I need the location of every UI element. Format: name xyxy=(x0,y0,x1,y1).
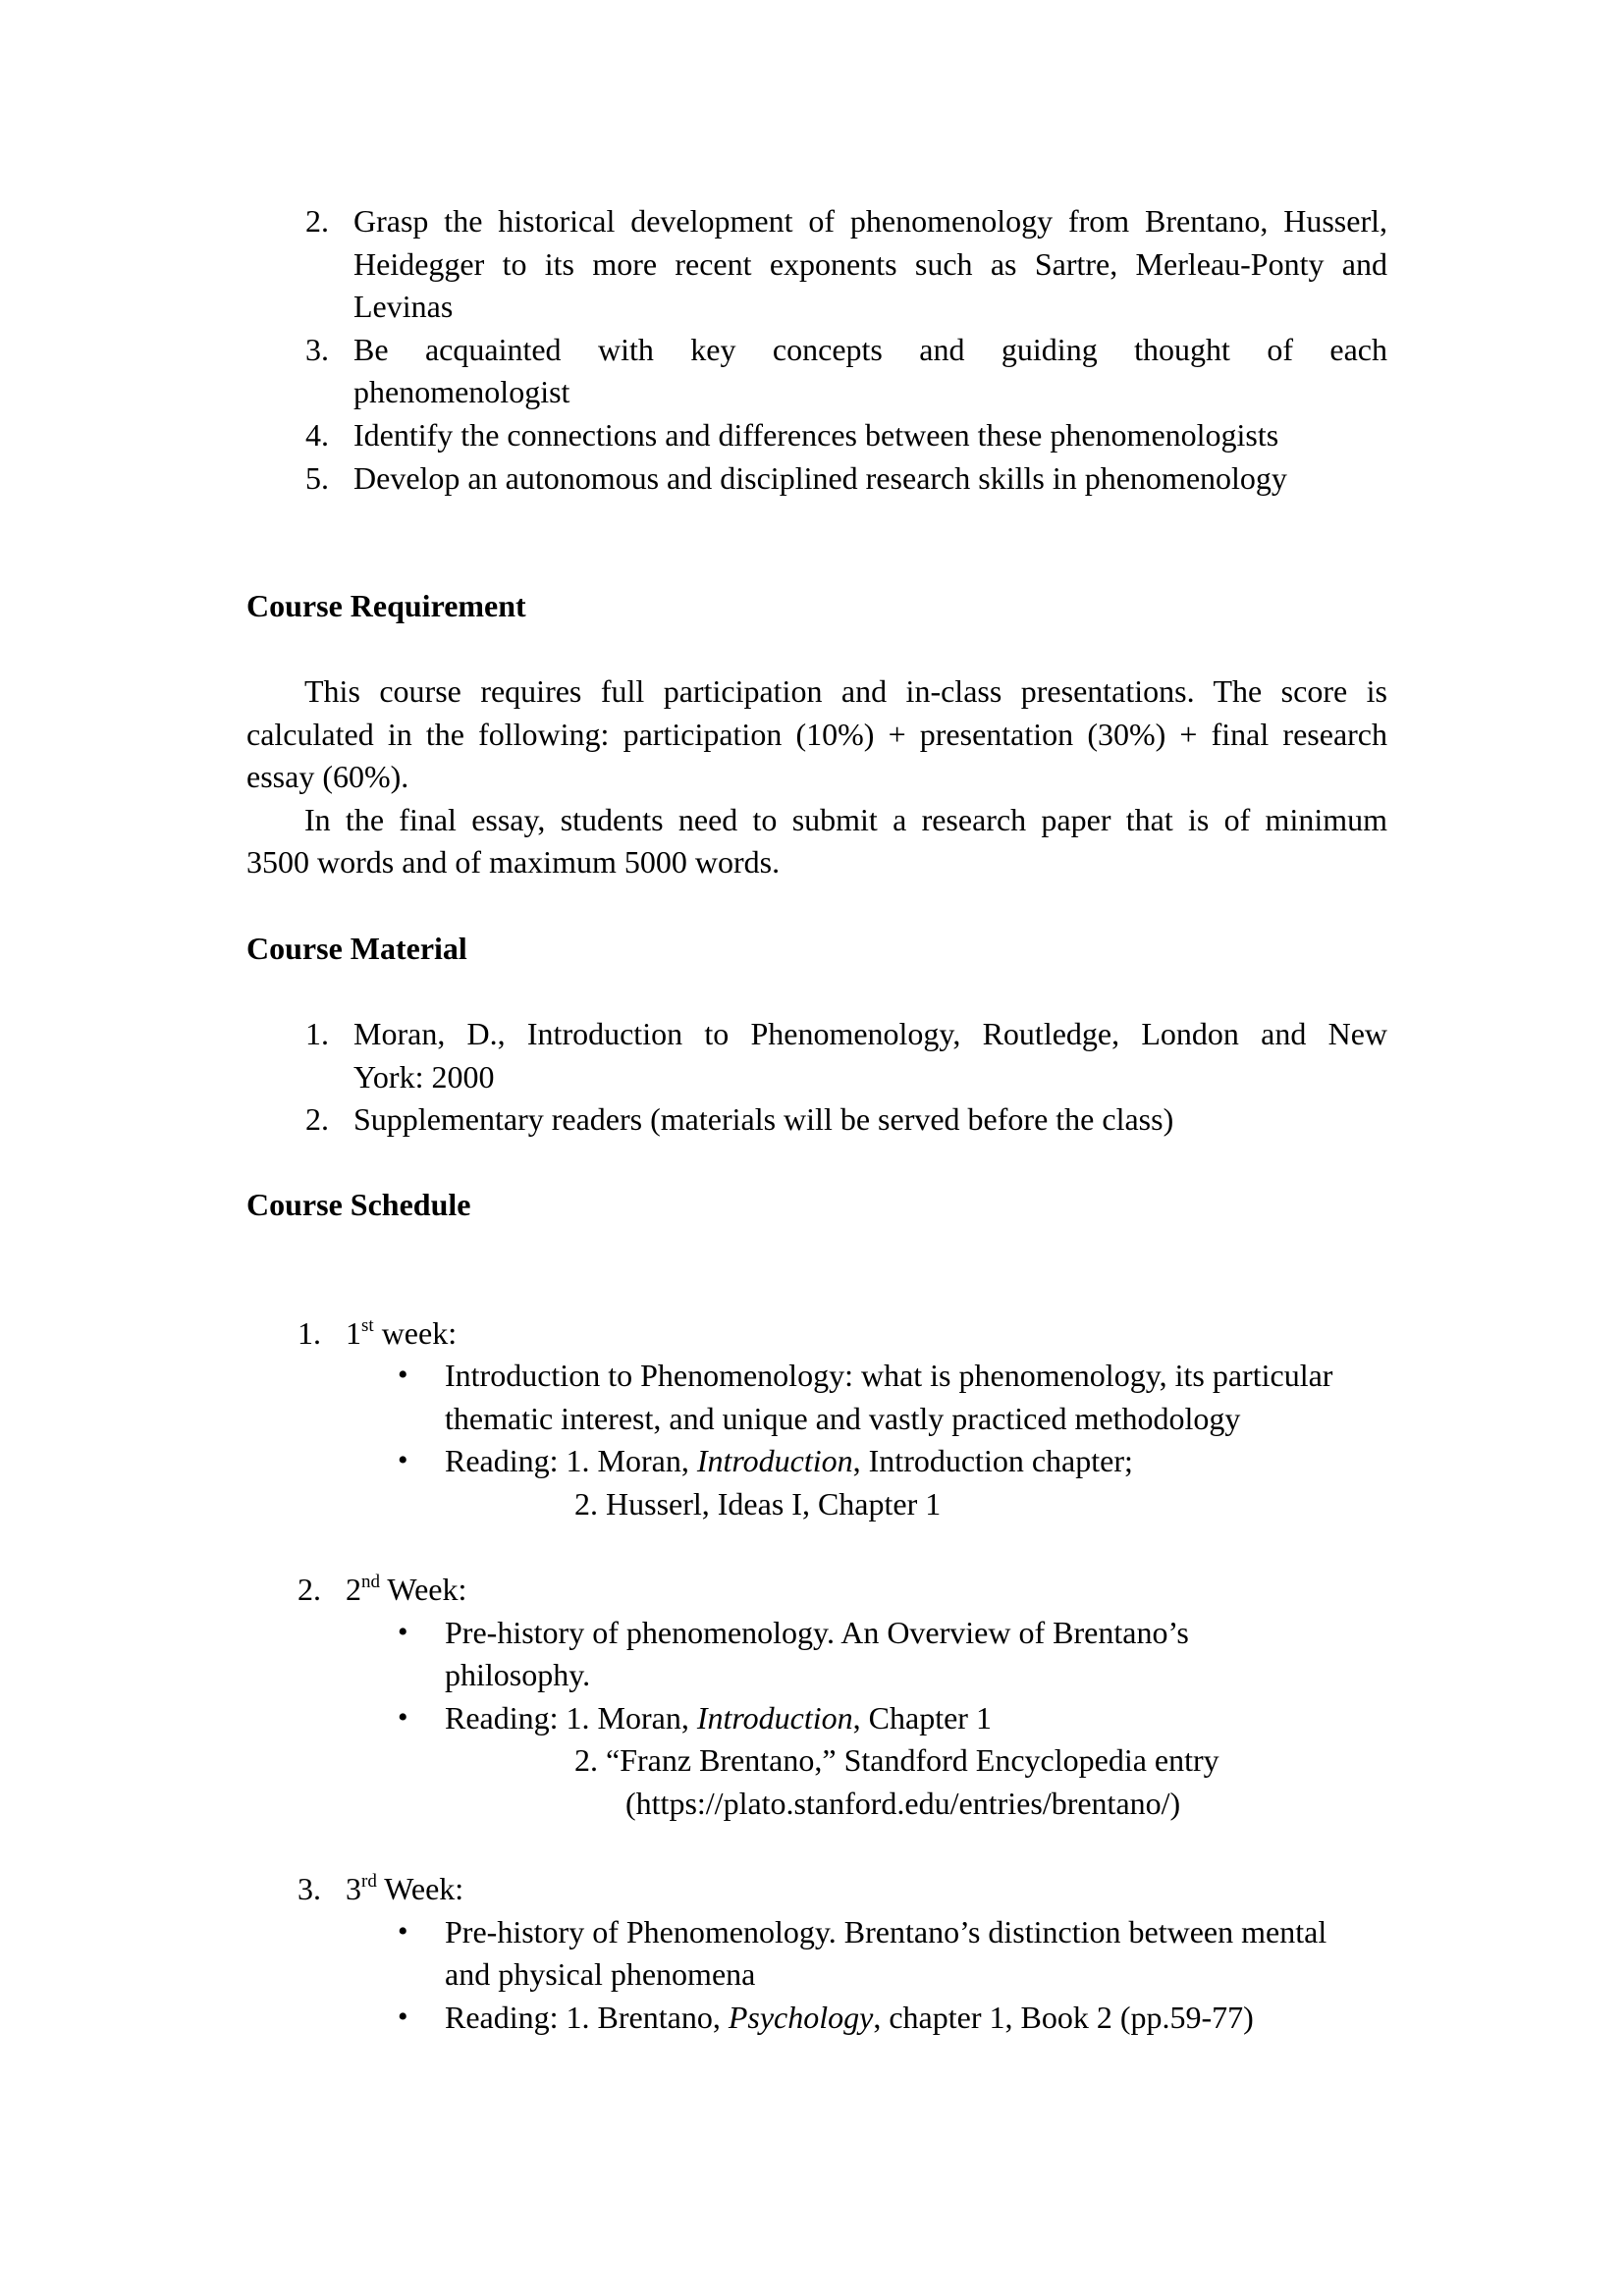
bullet: • xyxy=(398,2001,408,2033)
reading-line: 2. Husserl, Ideas I, Chapter 1 xyxy=(574,1486,942,1522)
list-item-line: Supplementary readers (materials will be served before the class) xyxy=(353,1101,1174,1137)
week-number: 2. xyxy=(298,1572,321,1607)
reading-line: Reading: 1. Moran, Introduction, Chapter 1 xyxy=(445,1700,992,1735)
reading-line: 2. “Franz Brentano,” Standford Encyclopedia entry xyxy=(574,1742,1219,1778)
list-number: 2. xyxy=(305,203,329,239)
bullet: • xyxy=(398,1616,408,1648)
reading-line: Reading: 1. Moran, Introduction, Introduction chapter; xyxy=(445,1443,1133,1478)
list-item-line: Be acquainted with key concepts and guiding thought of each xyxy=(353,332,1387,367)
list-item-line: Identify the connections and differences between these phenomenologists xyxy=(353,417,1279,453)
paragraph-line: essay (60%). xyxy=(246,759,409,794)
list-item-line: Develop an autonomous and disciplined research skills in phenomenology xyxy=(353,460,1287,496)
section-heading-schedule: Course Schedule xyxy=(246,1187,471,1222)
section-heading-requirement: Course Requirement xyxy=(246,588,526,623)
list-number: 4. xyxy=(305,417,329,453)
list-item-line: Levinas xyxy=(353,289,454,324)
week-heading: 1st week: xyxy=(346,1315,458,1351)
list-number: 5. xyxy=(305,460,329,496)
week-heading: 3rd Week: xyxy=(346,1871,464,1906)
week-number: 1. xyxy=(298,1315,321,1351)
topic-line: Pre-history of Phenomenology. Brentano’s distinction between mental xyxy=(445,1914,1327,1949)
paragraph-line: calculated in the following: participation (10%) + presentation (30%) + final research xyxy=(246,717,1387,752)
list-item-line: phenomenologist xyxy=(353,374,570,409)
week-heading: 2nd Week: xyxy=(346,1572,467,1607)
bullet: • xyxy=(398,1915,408,1948)
bullet: • xyxy=(398,1359,408,1391)
topic-line: Pre-history of phenomenology. An Overview of Brentano’s xyxy=(445,1615,1189,1650)
list-number: 3. xyxy=(305,332,329,367)
bullet: • xyxy=(398,1444,408,1476)
topic-line: thematic interest, and unique and vastly practiced methodology xyxy=(445,1401,1241,1436)
list-number: 2. xyxy=(305,1101,329,1137)
list-item-line: York: 2000 xyxy=(353,1059,495,1095)
week-number: 3. xyxy=(298,1871,321,1906)
bullet: • xyxy=(398,1701,408,1734)
reading-line: Reading: 1. Brentano, Psychology, chapter 1, Book 2 (pp.59-77) xyxy=(445,2000,1254,2035)
topic-line: Introduction to Phenomenology: what is phenomenology, its particular xyxy=(445,1358,1333,1393)
topic-line: philosophy. xyxy=(445,1657,591,1692)
list-item-line: Heidegger to its more recent exponents such as Sartre, Merleau-Ponty and xyxy=(353,246,1387,282)
list-number: 1. xyxy=(305,1016,329,1051)
paragraph-line: In the final essay, students need to submit a research paper that is of minimum xyxy=(304,802,1387,837)
paragraph-line: This course requires full participation and in-class presentations. The score is xyxy=(304,673,1387,709)
reading-url: (https://plato.stanford.edu/entries/brentano/) xyxy=(625,1786,1181,1821)
section-heading-material: Course Material xyxy=(246,931,467,966)
list-item-line: Grasp the historical development of phenomenology from Brentano, Husserl, xyxy=(353,203,1387,239)
topic-line: and physical phenomena xyxy=(445,1956,756,1992)
paragraph-line: 3500 words and of maximum 5000 words. xyxy=(246,844,781,880)
list-item-line: Moran, D., Introduction to Phenomenology, Routledge, London and New xyxy=(353,1016,1387,1051)
